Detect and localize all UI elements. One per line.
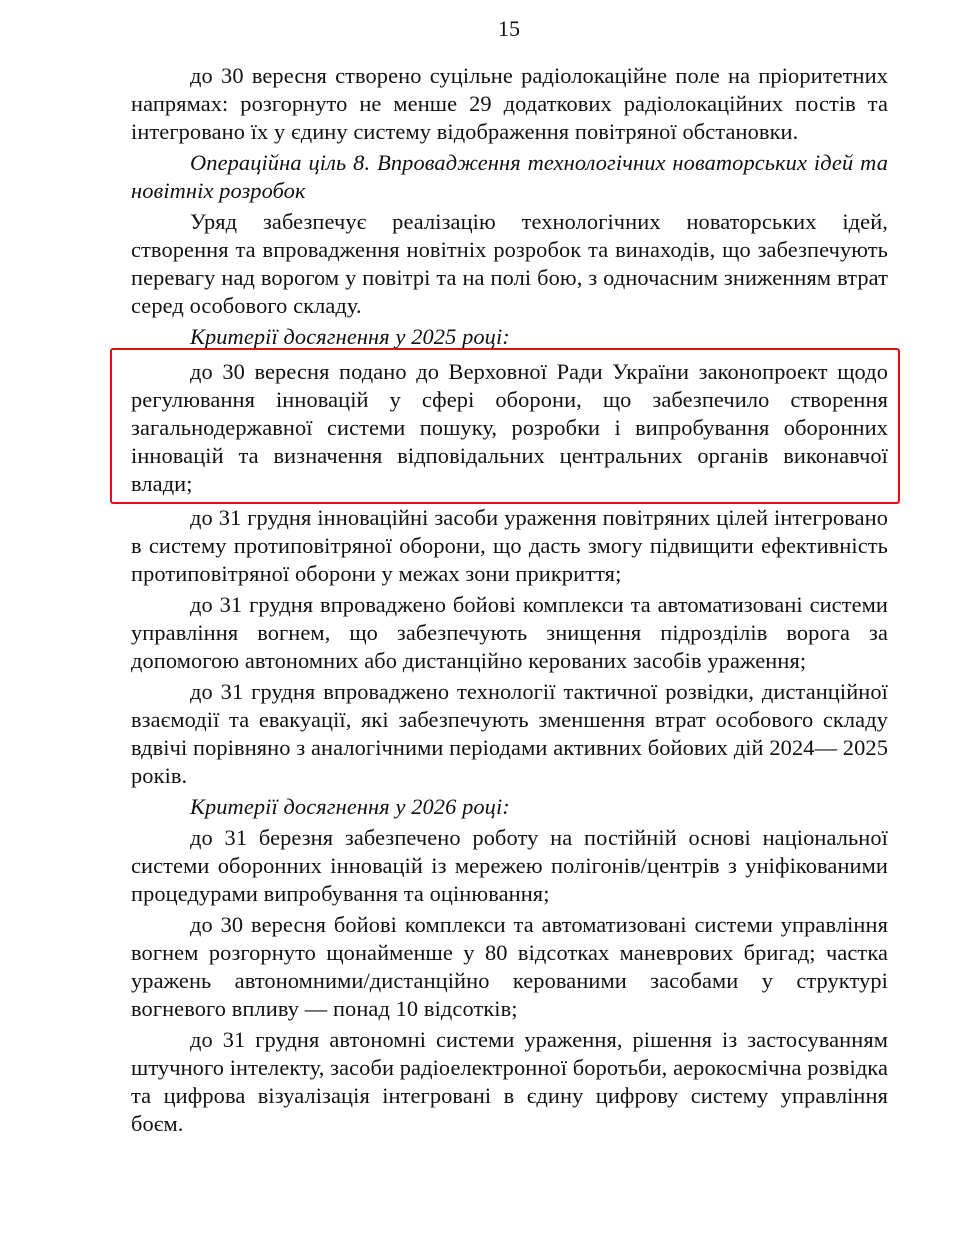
page-number: 15 [498,16,520,41]
paragraph-air-defense-integration: до 31 грудня інноваційні засоби ураження повітряних цілей інтегровано в систему протиповітряної оборони, що дасть змогу підвищити ефективність протиповітряної оборони у межах зони прикриття; [131,505,888,586]
paragraph-national-innovation-system: до 31 березня забезпечено роботу на постійній основі національної системи оборонних інновацій із мережею полігонів/центрів з уніфікованими процедурами випробування та оцінювання; [131,825,888,906]
document-body [131,62,888,1141]
heading-operational-goal-8: Операційна ціль 8. Впровадження технологічних новаторських ідей та новітніх розробок [131,150,888,203]
paragraph-government-innovation: Уряд забезпечує реалізацію технологічних новаторських ідей, створення та впровадження новітніх розробок та винаходів, що забезпечують перевагу над ворогом у повітрі та на полі бою, з одночасним зниженням втрат серед особового складу. [131,209,888,318]
paragraph-digital-battle-management: до 31 грудня автономні системи ураження, рішення із застосуванням штучного інтелекту, засоби радіоелектронної боротьби, аерокосмічна розвідка та цифрова візуалізація інтегровані в єдину цифрову систему управління боєм. [131,1027,888,1136]
paragraph-radar-field: до 30 вересня створено суцільне радіолокаційне поле на пріоритетних напрямах: розгорнуто не менше 29 додаткових радіолокаційних постів та інтегровано їх у єдину систему відображення повітряної обстановки. [131,63,888,144]
heading-criteria-2026: Критерії досягнення у 2026 році: [190,794,510,819]
paragraph-maneuver-brigades: до 30 вересня бойові комплекси та автоматизовані системи управління вогнем розгорнуто щонайменше у 80 відсотках маневрових бригад; частка уражень автономними/дистанційно керованими засобами у структурі вогневого впливу — понад 10 відсотків; [131,912,888,1021]
paragraph-draft-law-innovations: до 30 вересня подано до Верховної Ради України законопроект щодо регулювання інновацій у сфері оборони, що забезпечило створення загальнодержавної системи пошуку, розробки і випробування оборонних інновацій та визначення відповідальних центральних органів виконавчої влади; [131,359,888,496]
paragraph-tactical-reconnaissance: до 31 грудня впроваджено технології тактичної розвідки, дистанційної взаємодії та евакуації, які забезпечують зменшення втрат особового складу вдвічі порівняно з аналогічними періодами активних бойових дій 2024— 2025 років. [131,679,888,788]
paragraph-combat-complexes: до 31 грудня впроваджено бойові комплекси та автоматизовані системи управління вогнем, що забезпечують знищення підрозділів ворога за допомогою автономних або дистанційно керованих засобів ураження; [131,592,888,673]
highlighted-paragraph-box [131,358,888,498]
heading-criteria-2025: Критерії досягнення у 2025 році: [190,324,510,349]
